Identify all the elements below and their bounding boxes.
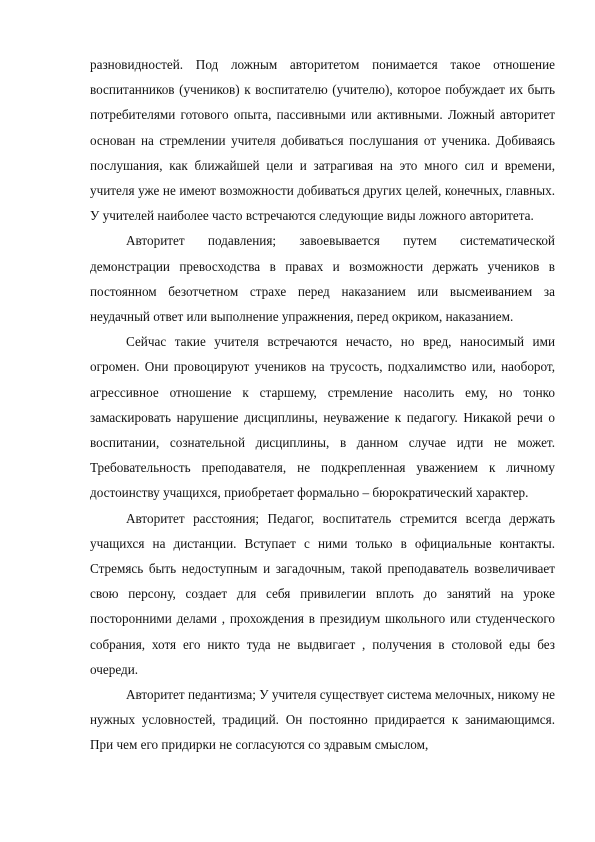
paragraph-harm-of-such-teachers: Сейчас такие учителя встречаются нечасто, но вред, наносимый ими огромен. Они провоцируют учеников на трусость, подхалимство или, наоборот, агрессивное отношение к старшему, стремление насолить ему, но тонко замаскировать нарушение дисциплины, неуважение к педагогу. Никакой речи о воспитании, сознательной дисциплины, в данном случае идти не может. Требовательность преподавателя, не подкрепленная уважением к личному достоинству учащихся, приобретает формально – бюрократический характер. bbox=[90, 334, 555, 501]
paragraph-authority-of-pedantry: Авторитет педантизма; У учителя существует система мелочных, никому не нужных условностей, традиций. Он постоянно придирается к занимающимся. При чем его придирки не согласуются со здравым смыслом, bbox=[90, 687, 555, 753]
paragraph-authority-of-distance: Авторитет расстояния; Педагог, воспитатель стремится всегда держать учащихся на дистанции. Вступает с ними только в официальные контакты. Стремясь быть недоступным и загадочным, такой преподаватель возвеличивает свою персону, создает для себя привилегии вплоть до занятий на уроке посторонними делами , прохождения в президиум школьного или студенческого собрания, хотя его никто туда не выдвигает , получения в столовой еды без очереди. bbox=[90, 510, 555, 677]
document-body bbox=[90, 52, 555, 758]
paragraph-authority-of-suppression: Авторитет подавления; завоевывается путем систематической демонстрации превосходства в правах и возможности держать учеников в постоянном безотчетном страхе перед наказанием или высмеиванием за неудачный ответ или выполнение упражнения, перед окриком, наказанием. bbox=[90, 233, 555, 325]
paragraph-false-authority-intro: разновидностей. Под ложным авторитетом понимается такое отношение воспитанников (учеников) к воспитателю (учителю), которое побуждает их быть потребителями готового опыта, пассивными или активными. Ложный авторитет основан на стремлении учителя добиваться послушания от ученика. Добиваясь послушания, как ближайшей цели и затрагивая на это много сил и времени, учителя уже не имеют возможности добиваться других целей, конечных, главных. У учителей наиболее часто встречаются следующие виды ложного авторитета. bbox=[90, 57, 555, 224]
